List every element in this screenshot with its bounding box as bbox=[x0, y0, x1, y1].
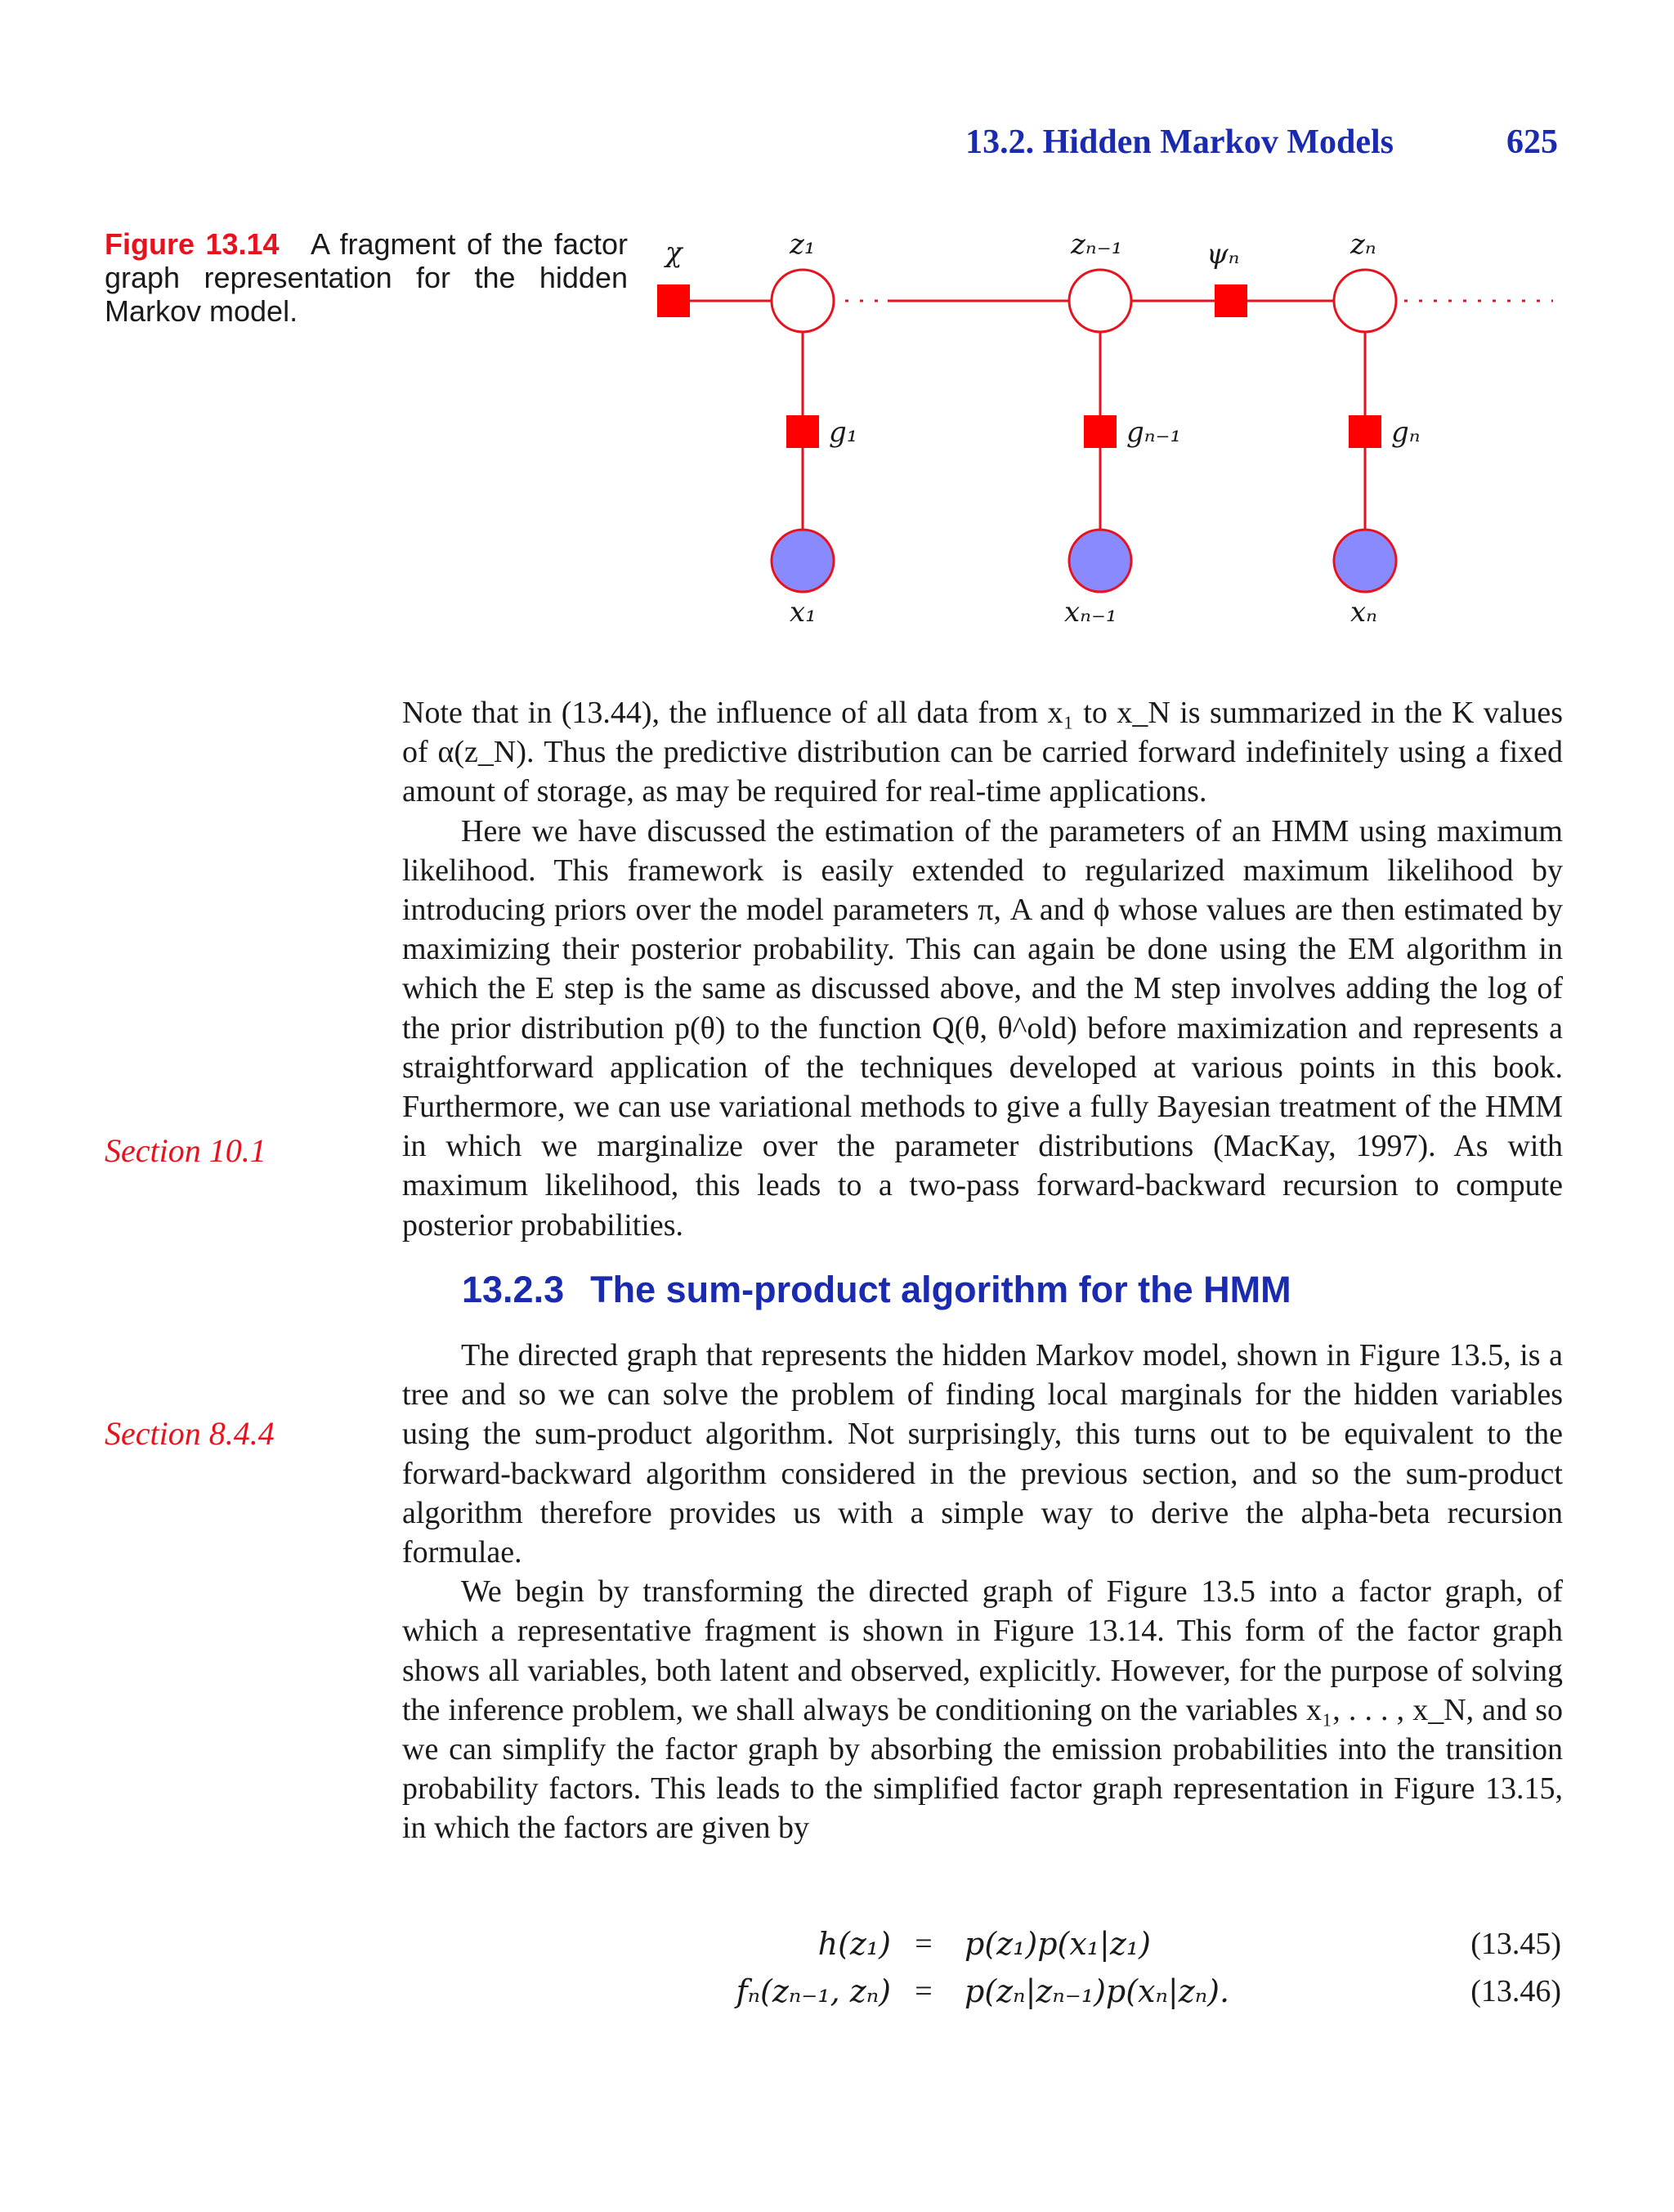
label-z1: z₁ bbox=[790, 228, 816, 261]
paragraph-3: The directed graph that represents the hidden Markov model, shown in Figure 13.5, is a tree and so we can solve the problem of finding local marginals for the hidden variables using the sum-product algorithm. Not surprisingly, this turns out to be equivalent to the forward-backward algorithm considered in the previous section, and so the sum-product algorithm therefore provides us with a simple way to derive the alpha-beta recursion formulae. bbox=[402, 1338, 1563, 1570]
node-xn1 bbox=[1069, 530, 1131, 592]
label-gn: gₙ bbox=[1391, 416, 1421, 449]
eq2-rel: = bbox=[915, 1974, 933, 2008]
equation-13-46 bbox=[621, 1973, 1561, 2018]
eq1-rhs: p(z₁)p(x₁|z₁) bbox=[965, 1926, 1151, 1962]
subsection-heading bbox=[462, 1269, 1291, 1311]
label-x1: x₁ bbox=[790, 596, 817, 629]
page-number: 625 bbox=[1506, 123, 1558, 161]
label-xn1: xₙ₋₁ bbox=[1064, 596, 1117, 629]
factor-graph-figure bbox=[638, 221, 1569, 646]
eq1-rel: = bbox=[915, 1927, 933, 1961]
label-zn1: zₙ₋₁ bbox=[1071, 228, 1123, 261]
node-x1 bbox=[772, 530, 834, 592]
eq2-number: (13.46) bbox=[1470, 1974, 1561, 2008]
eq1-lhs: h(z₁) bbox=[817, 1926, 891, 1962]
node-zn bbox=[1334, 270, 1396, 332]
paragraph-1: Note that in (13.44), the influence of all data from x₁ to x_N is summarized in the K values of α(z_N). Thus the predictive distribution can be carried forward indefinitely using a fixed amount of storage, as may be required for real-time applications. bbox=[402, 696, 1563, 809]
subsection-number: 13.2.3 bbox=[462, 1269, 565, 1310]
node-z1 bbox=[772, 270, 834, 332]
margin-note-section-8-4-4: Section 8.4.4 bbox=[105, 1415, 275, 1452]
label-gn1: gₙ₋₁ bbox=[1126, 416, 1182, 449]
figure-caption bbox=[105, 227, 628, 328]
factor-psi-n bbox=[1215, 284, 1247, 317]
eq2-lhs: fₙ(zₙ₋₁, zₙ) bbox=[736, 1973, 891, 2009]
factor-graph-svg bbox=[638, 221, 1569, 646]
body-block-2 bbox=[402, 1336, 1563, 1848]
figure-caption-text: A fragment of the factor graph representation for the hidden Markov model. bbox=[105, 227, 629, 328]
factor-chi bbox=[657, 284, 690, 317]
subsection-title: The sum-product algorithm for the HMM bbox=[590, 1269, 1291, 1310]
label-xn: xₙ bbox=[1350, 596, 1377, 629]
label-chi: χ bbox=[665, 236, 683, 269]
factor-gn1 bbox=[1084, 415, 1117, 448]
label-g1: g₁ bbox=[829, 416, 858, 449]
running-section-title: 13.2. Hidden Markov Models bbox=[965, 123, 1394, 161]
node-xn bbox=[1334, 530, 1396, 592]
factor-gn bbox=[1349, 415, 1381, 448]
factor-g1 bbox=[786, 415, 819, 448]
node-zn1 bbox=[1069, 270, 1131, 332]
paragraph-4: We begin by transforming the directed graph of Figure 13.5 into a factor graph, of which a representative fragment is shown in Figure 13.14. This form of the factor graph shows all variables, both latent and observed, explicitly. However, for the purpose of solving the inference problem, we shall always be conditioning on the variables x₁, . . . , x_N, and so we can simplify the factor graph by absorbing the emission probabilities into the transition probability factors. This leads to the simplified factor graph representation in Figure 13.15, in which the factors are given by bbox=[402, 1574, 1563, 1846]
equation-13-45 bbox=[621, 1926, 1561, 1971]
body-block-1 bbox=[402, 693, 1563, 1245]
label-psi-n: ψₙ bbox=[1206, 238, 1240, 271]
figure-label: Figure 13.14 bbox=[105, 227, 280, 261]
eq2-rhs: p(zₙ|zₙ₋₁)p(xₙ|zₙ). bbox=[965, 1973, 1230, 2009]
margin-note-section-10-1: Section 10.1 bbox=[105, 1132, 266, 1169]
eq1-number: (13.45) bbox=[1470, 1927, 1561, 1961]
label-zn: zₙ bbox=[1350, 228, 1376, 261]
paragraph-2: Here we have discussed the estimation of the parameters of an HMM using maximum likelihood. This framework is easily extended to regularized maximum likelihood by introducing priors over the model parameters π, A and ϕ whose values are then estimated by maximizing their posterior probability. This can again be done using the EM algorithm in which the E step is the same as discussed above, and the M step involves adding the log of the prior distribution p(θ) to the function Q(θ, θ^old) before maximization and represents a straightforward application of the techniques developed at various points in this book. Furthermore, we can use variational methods to give a fully Bayesian treatment of the HMM in which we marginalize over the parameter distributions (MacKay, 1997). As with maximum likelihood, this leads to a two-pass forward-backward recursion to compute posterior probabilities. bbox=[402, 813, 1563, 1243]
